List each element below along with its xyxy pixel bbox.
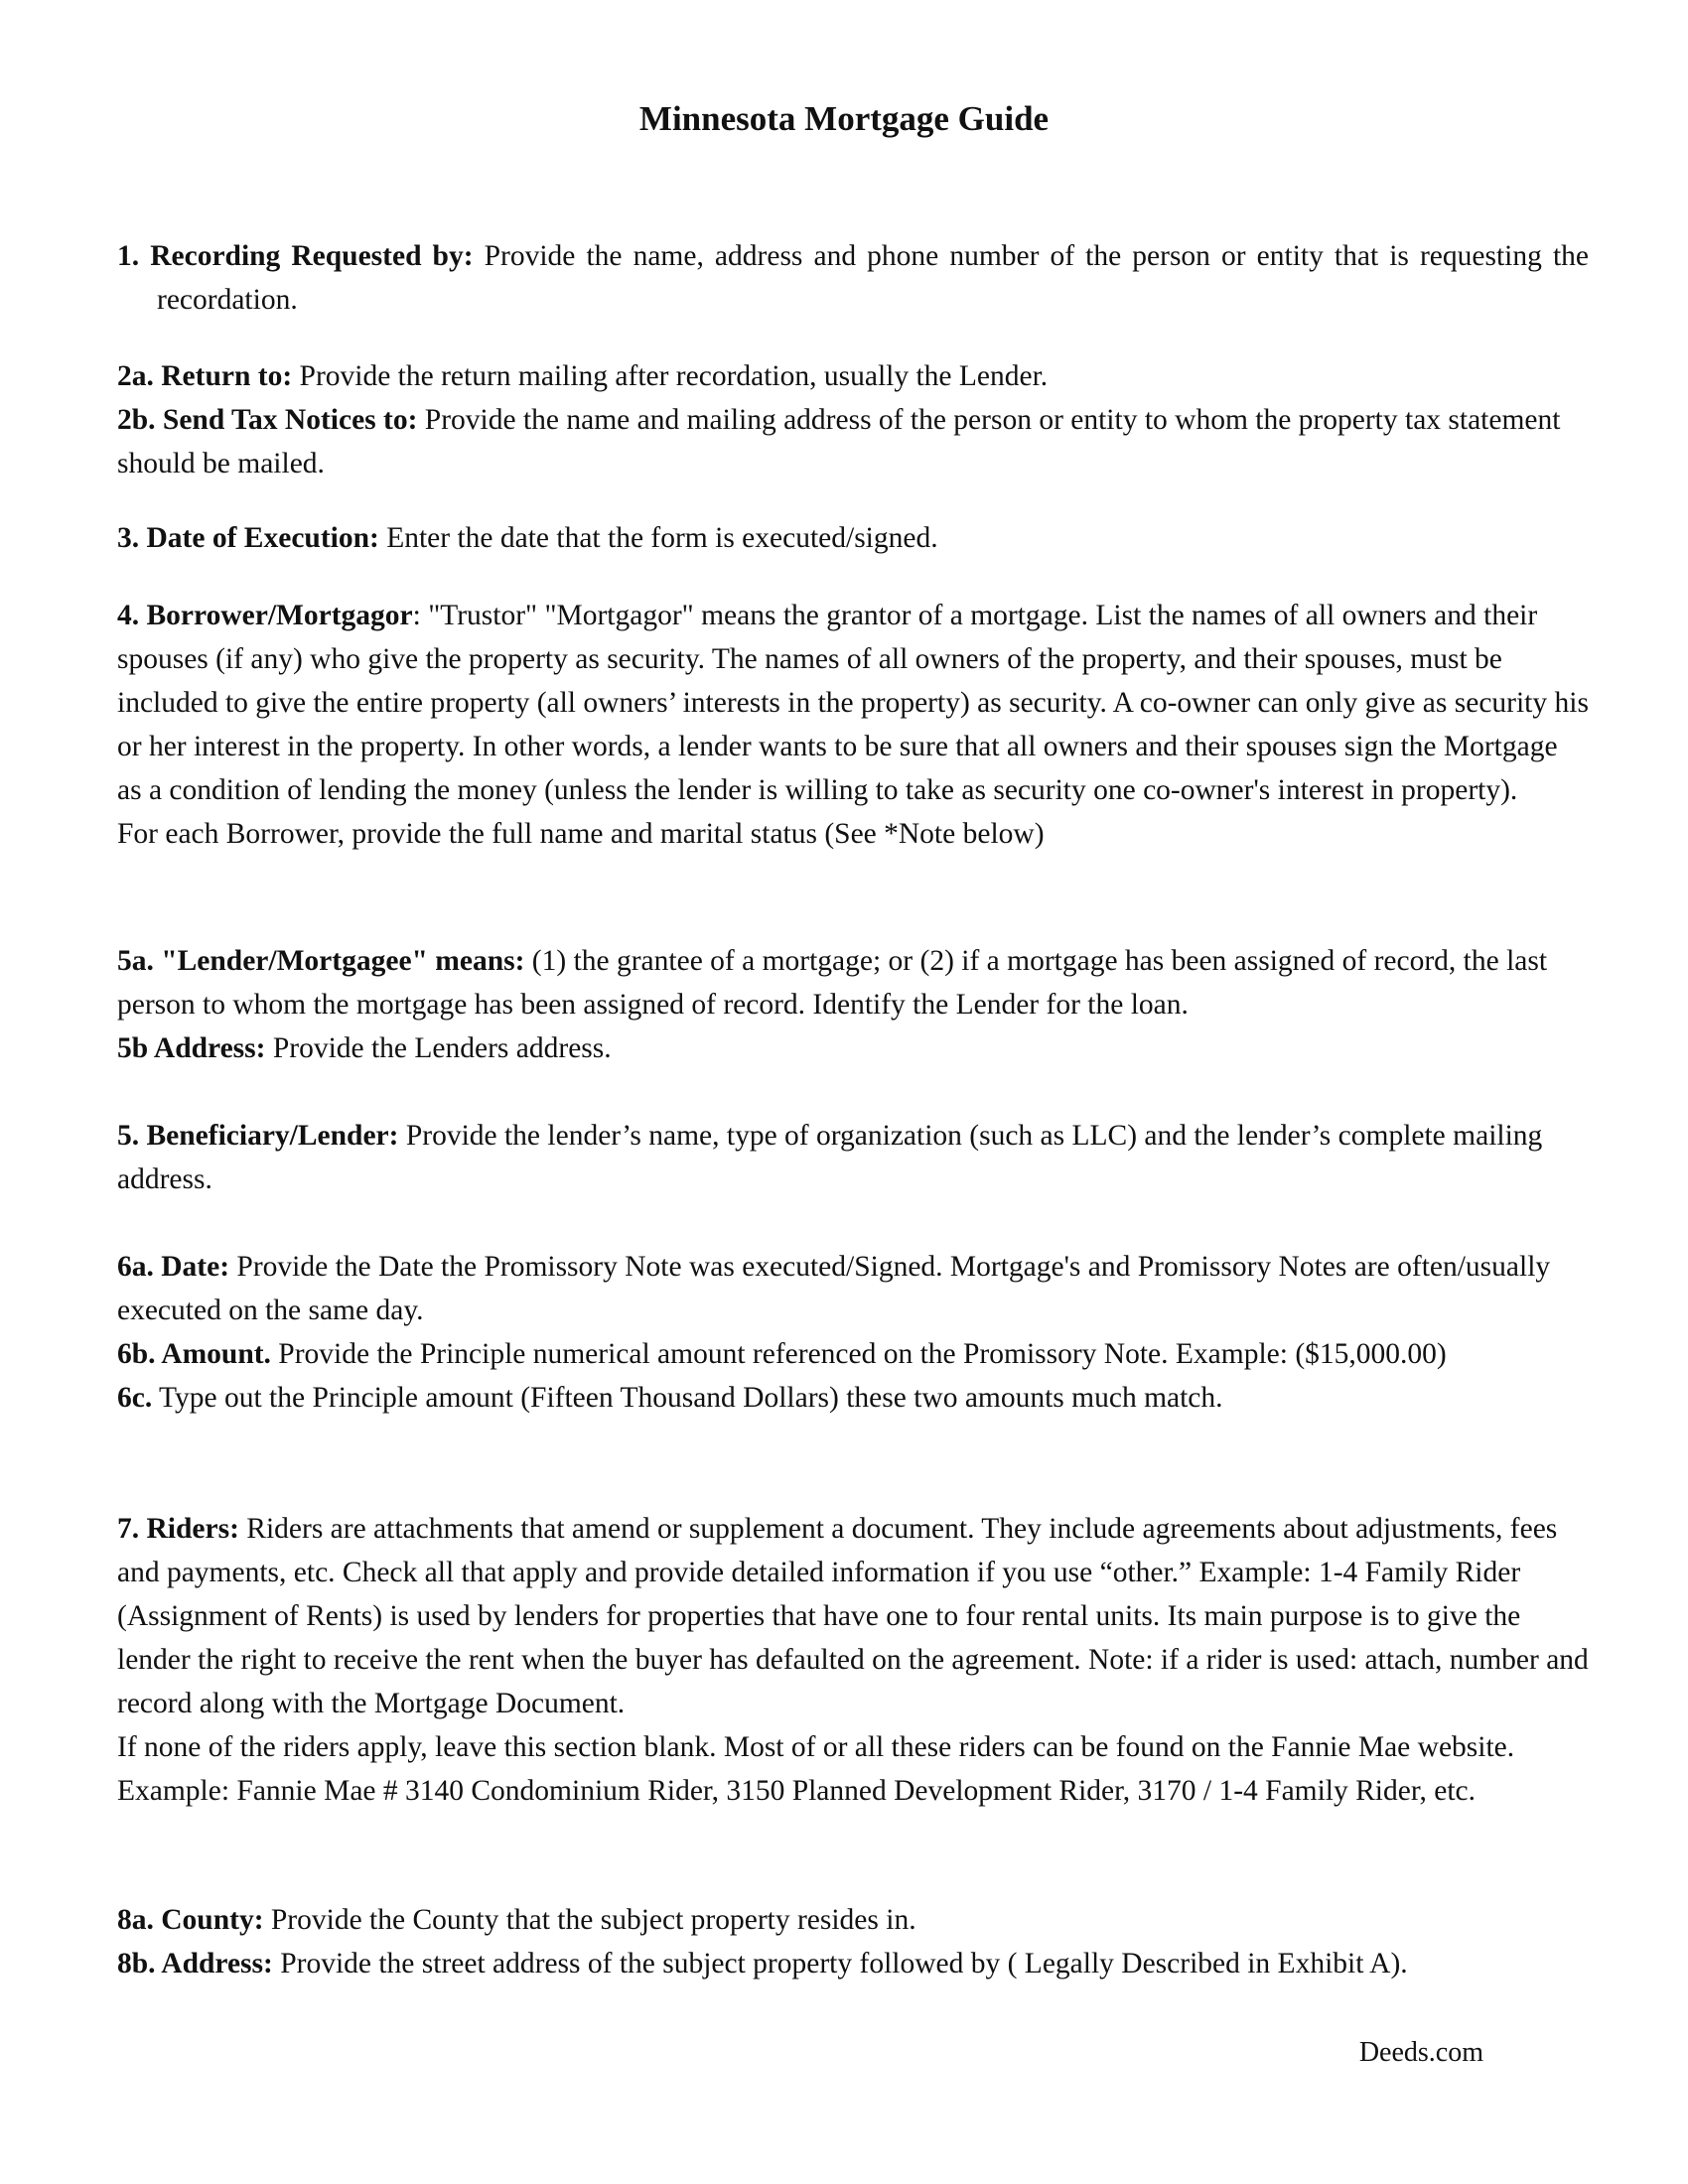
- section-5a: [117, 939, 1589, 1070]
- section-4-text: : "Trustor" "Mortgagor" means the grantor of a mortgage. List the names of all owners and their spouses (if any) who give the property as security. The names of all owners of the property, and their spouses, must be included to give the entire property (all owners’ interests in the property) as security. A co-owner can only give as security his or her interest in the property. In other words, a lender wants to be sure that all owners and their spouses sign the Mortgage as a condition of lending the money (unless the lender is willing to take as security one co-owner's interest in property).: [117, 600, 1589, 806]
- section-2b-text: Provide the name and mailing address of the person or entity to whom the property tax statement should be mailed.: [117, 404, 1561, 479]
- section-6: [117, 1245, 1589, 1420]
- section-6a-text: Provide the Date the Promissory Note was executed/Signed. Mortgage's and Promissory Notes are often/usually executed on the same day.: [117, 1251, 1551, 1326]
- section-5-label: 5. Beneficiary/Lender:: [117, 1120, 399, 1152]
- section-5a-label: 5a. "Lender/Mortgagee" means:: [117, 945, 525, 977]
- section-8b-text: Provide the street address of the subject property followed by ( Legally Described in Exhibit A).: [272, 1948, 1408, 1979]
- section-2: [117, 354, 1589, 485]
- section-8: [117, 1898, 1589, 1985]
- section-4-note: For each Borrower, provide the full name and marital status (See *Note below): [117, 818, 1045, 850]
- section-4-label: 4. Borrower/Mortgagor: [117, 600, 413, 631]
- footer-source: Deeds.com: [1358, 2037, 1483, 2068]
- section-6a-label: 6a. Date:: [117, 1251, 230, 1283]
- section-6c-label: 6c.: [117, 1382, 153, 1414]
- section-5a-text: (1) the grantee of a mortgage; or (2) if a mortgage has been assigned of record, the last person to whom the mortgage has been assigned of record. Identify the Lender for the loan.: [117, 945, 1548, 1021]
- section-5b-label: 5b Address:: [117, 1032, 266, 1064]
- section-8a-label: 8a. County:: [117, 1904, 264, 1936]
- section-7-text: Riders are attachments that amend or supplement a document. They include agreements about adjustments, fees and payments, etc. Check all that apply and provide detailed information if you use “other.” Example: 1-4 Family Rider (Assignment of Rents) is used by lenders for properties that have one to four rental units. Its main purpose is to give the lender the right to receive the rent when the buyer has defaulted on the agreement. Note: if a rider is used: attach, number and record along with the Mortgage Document.: [117, 1513, 1589, 1719]
- section-1: [117, 234, 1589, 322]
- section-1-label: 1. Recording Requested by:: [117, 240, 474, 272]
- section-2a-text: Provide the return mailing after recordation, usually the Lender.: [292, 360, 1049, 392]
- section-7-label: 7. Riders:: [117, 1513, 239, 1545]
- section-8b-label: 8b. Address:: [117, 1948, 273, 1979]
- section-1-text: Provide the name, address and phone number of the person or entity that is requesting the recordation.: [157, 240, 1589, 316]
- section-3-label: 3. Date of Execution:: [117, 522, 379, 554]
- section-5-text: Provide the lender’s name, type of organization (such as LLC) and the lender’s complete mailing address.: [117, 1120, 1543, 1195]
- section-8a-text: Provide the County that the subject property resides in.: [263, 1904, 916, 1936]
- section-2b-label: 2b. Send Tax Notices to:: [117, 404, 418, 436]
- section-5: [117, 1114, 1589, 1201]
- page-title: Minnesota Mortgage Guide: [638, 99, 1050, 138]
- section-6b-label: 6b. Amount.: [117, 1338, 271, 1370]
- section-2a-label: 2a. Return to:: [117, 360, 293, 392]
- section-5b-text: Provide the Lenders address.: [265, 1032, 612, 1064]
- section-3-text: Enter the date that the form is executed/signed.: [378, 522, 938, 554]
- section-6b-text: Provide the Principle numerical amount referenced on the Promissory Note. Example: ($15,000.00): [270, 1338, 1447, 1370]
- section-7: [117, 1507, 1589, 1813]
- section-7-note: If none of the riders apply, leave this section blank. Most of or all these riders can be found on the Fannie Mae website. Example: Fannie Mae # 3140 Condominium Rider, 3150 Planned Development Rider, 3170 / 1-4 Family Rider, etc.: [117, 1731, 1515, 1807]
- section-6c-text: Type out the Principle amount (Fifteen Thousand Dollars) these two amounts much match.: [152, 1382, 1223, 1414]
- section-4: [117, 594, 1589, 856]
- section-3: [117, 516, 1589, 560]
